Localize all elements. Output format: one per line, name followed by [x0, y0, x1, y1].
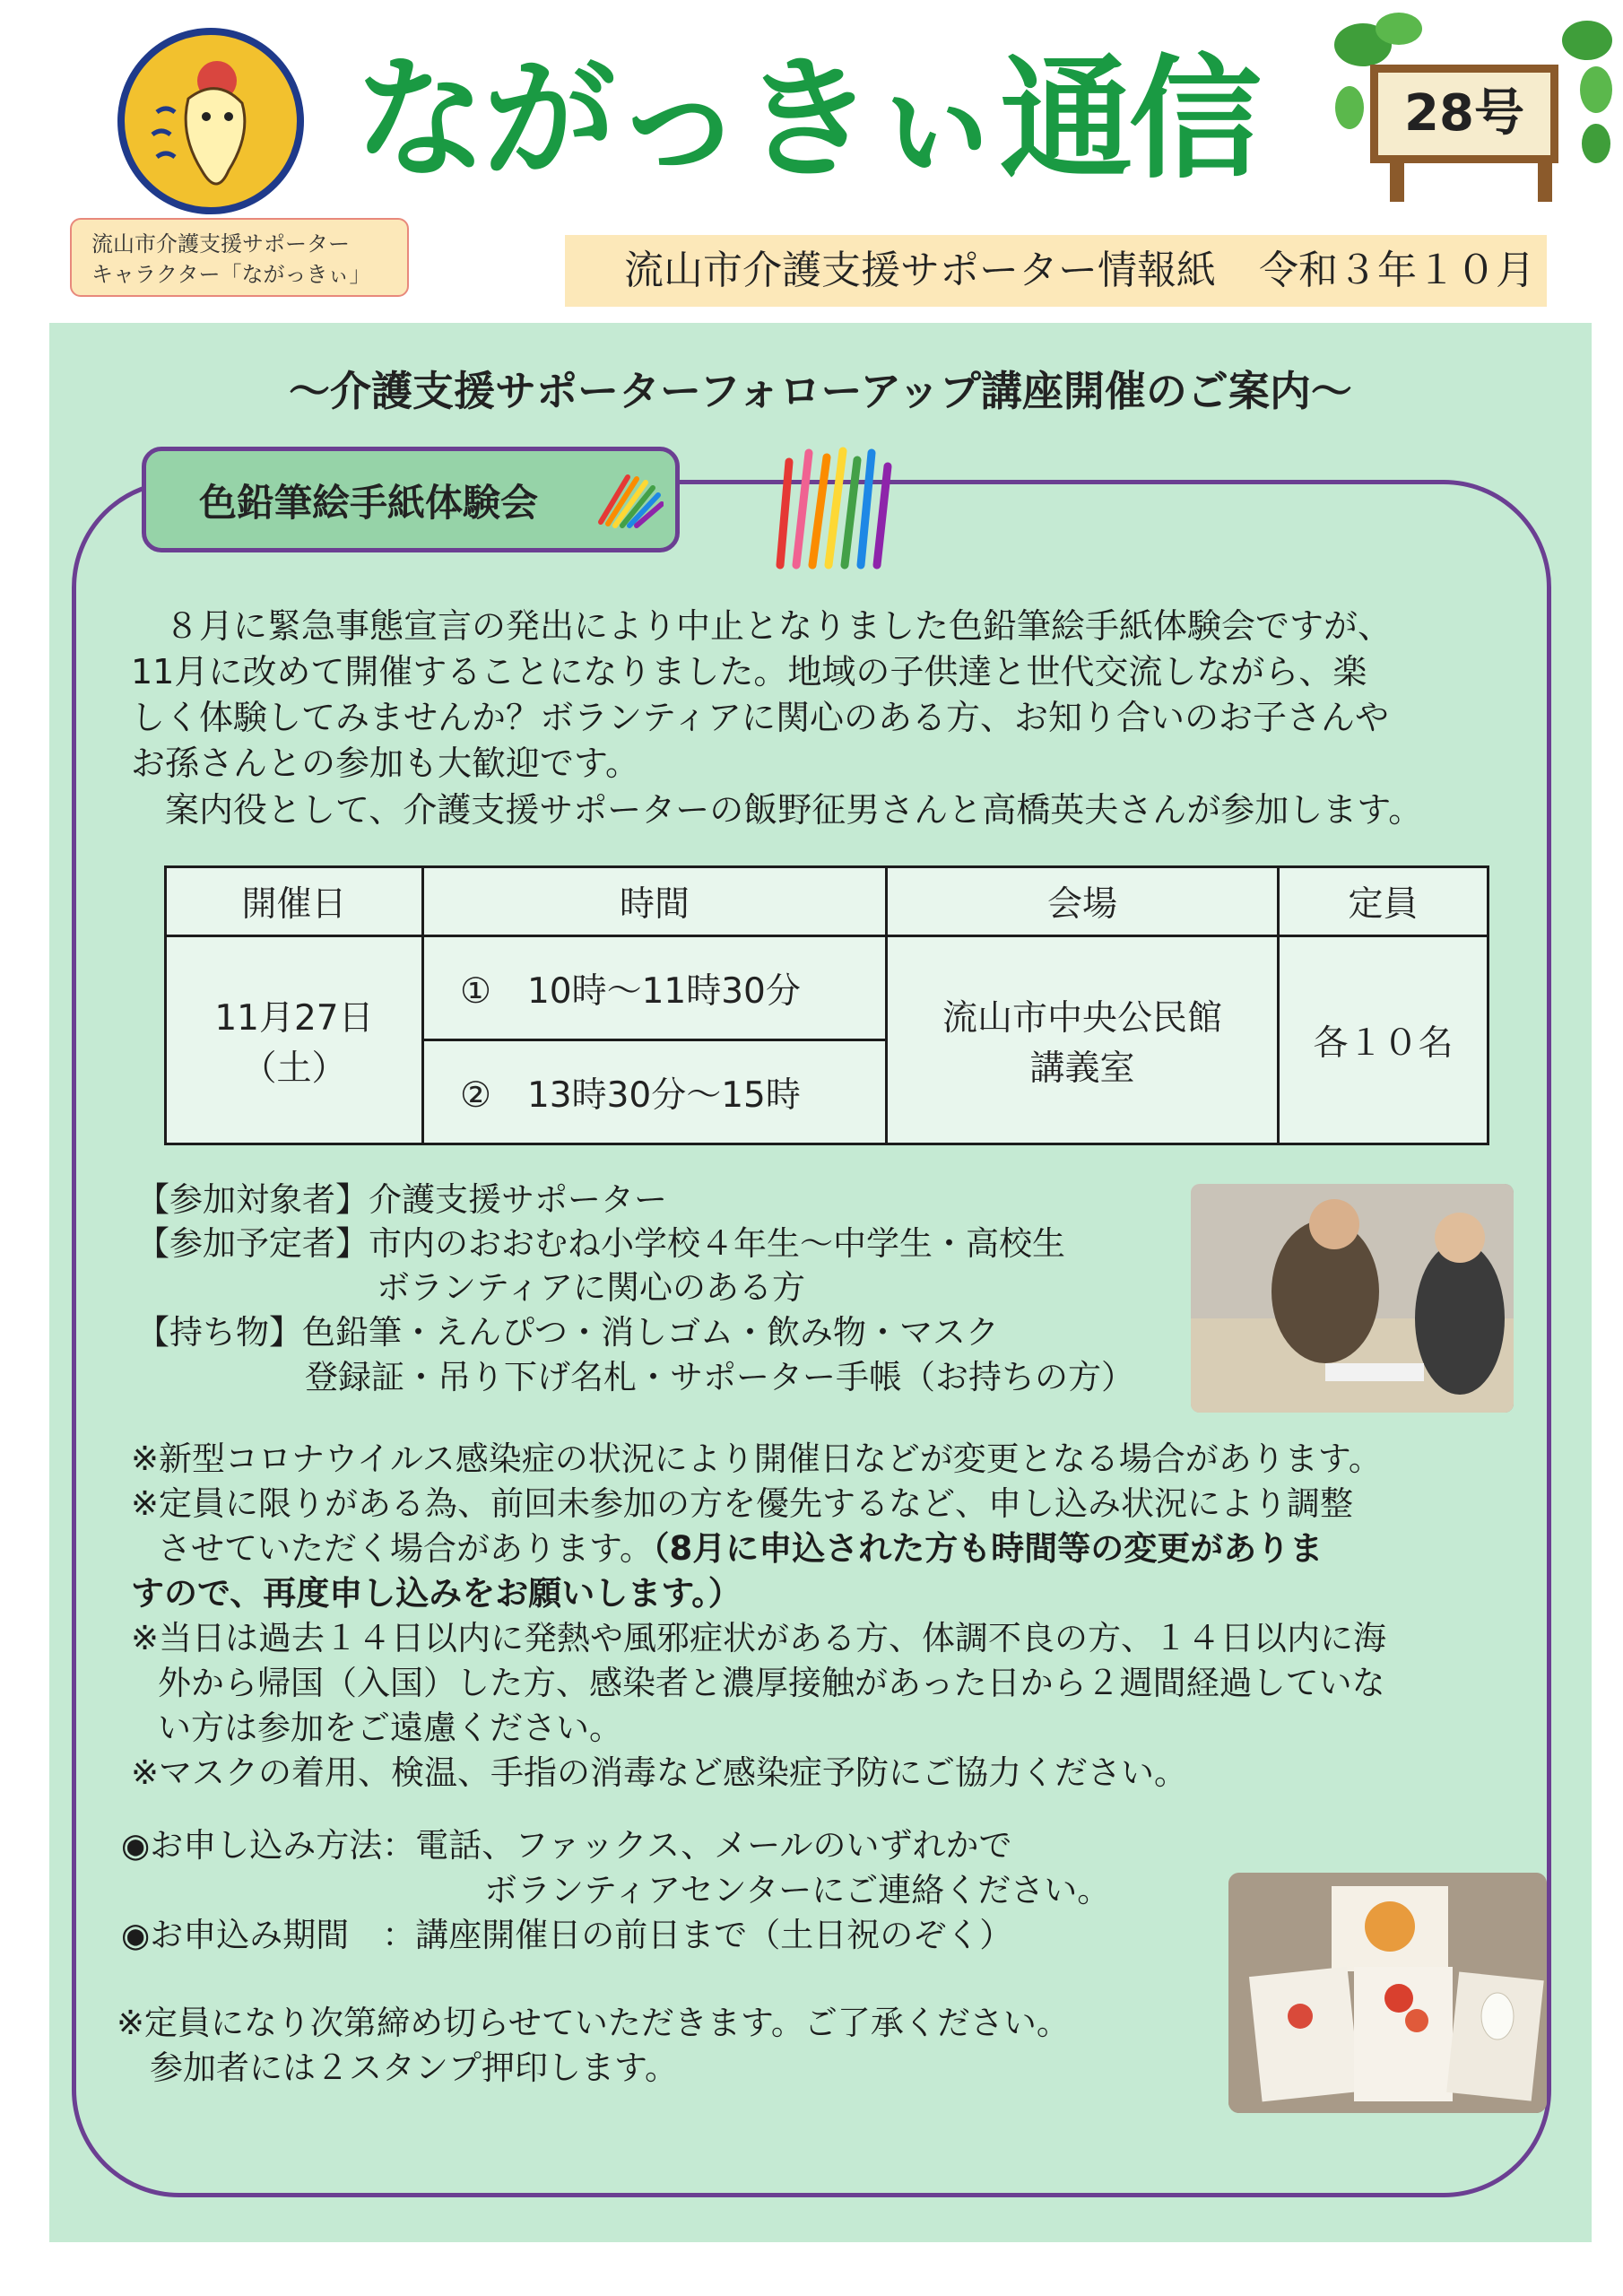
intro-line-4: お孫さんとの参加も大歓迎です。: [131, 744, 639, 783]
header-capacity: 定員: [1279, 867, 1488, 936]
cell-slot-2: [423, 1040, 887, 1144]
header-date: 開催日: [166, 867, 423, 936]
issue-number: 28号: [1370, 65, 1558, 163]
items-row: [136, 1311, 999, 1354]
colored-pencils-icon: [592, 466, 664, 529]
note-2-line-3-lead: す: [131, 1574, 164, 1613]
closing-line-2: 参加者には２スタンプ押印します。: [117, 2048, 679, 2087]
items-value-2: 登録証・吊り下げ名札・サポーター手帳（お持ちの方）: [305, 1358, 1134, 1396]
note-2-line-2-regular: させていただく場合があります。: [158, 1529, 654, 1568]
expected-value-1: 市内のおおむね小学校４年生～中学生・高校生: [369, 1224, 1065, 1263]
postcard-artwork-photo: [1228, 1873, 1547, 2113]
note-3-line-1: ※当日は過去１４日以内に発熱や風邪症状がある方、体調不良の方、１４日以内に海: [131, 1619, 1386, 1657]
items-value-1: 色鉛筆・えんぴつ・消しゴム・飲み物・マスク: [302, 1313, 999, 1352]
application-method-2: ボランティアセンターにご連絡ください。: [484, 1871, 1111, 1909]
banner-date: 令和３年１０月: [1259, 248, 1535, 293]
note-3-line-3: い方は参加をご遠慮ください。: [158, 1709, 622, 1747]
publication-banner: [565, 235, 1547, 307]
character-note: [70, 218, 409, 297]
venue-room: 講義室: [1029, 1048, 1135, 1089]
intro-line-5: 案内役として、介護支援サポーターの飯野征男さんと高橋英夫さんが参加します。: [131, 790, 1423, 830]
character-note-line-2: キャラクター「ながっきぃ」: [91, 262, 371, 287]
expected-label: 【参加予定者】: [136, 1224, 369, 1263]
cell-slot-1: [423, 936, 887, 1040]
note-2-line-3: [131, 1572, 742, 1615]
note-4: ※マスクの着用、検温、手指の消毒など感染症予防にご協力ください。: [131, 1753, 1187, 1792]
note-2-line-2-bold: （8月に申込された方も時間等の変更がありま: [653, 1529, 1324, 1568]
cell-date: [166, 936, 423, 1144]
date-weekday: （土）: [241, 1048, 347, 1089]
headline: ～介護支援サポーターフォローアップ講座開催のご案内～: [289, 367, 1352, 415]
venue-name: 流山市中央公民館: [942, 997, 1222, 1039]
character-note-line-1: 流山市介護支援サポーター: [91, 231, 350, 257]
target-value: 介護支援サポーター: [369, 1180, 667, 1219]
items-label: 【持ち物】: [136, 1313, 302, 1352]
expected-row: [136, 1222, 1065, 1265]
intro-line-1: ８月に緊急事態宣言の発出により中止となりました色鉛筆絵手紙体験会ですが、: [131, 606, 1393, 646]
pencil-bundle-icon: [762, 444, 897, 570]
workshop-photo: [1191, 1184, 1514, 1413]
note-3-line-2: 外から帰国（入国）した方、感染者と濃厚接触があった日から２週間経過していな: [158, 1664, 1385, 1702]
header-venue: 会場: [887, 867, 1279, 936]
header-time: 時間: [423, 867, 887, 936]
schedule-table: [164, 865, 1489, 1145]
slot-1-time: 10時～11時30分: [526, 970, 801, 1012]
intro-line-3: しく体験してみませんか？ボランティアに関心のある方、お知り合いのお子さんや: [131, 698, 1389, 737]
slot-1-number: ①: [460, 970, 491, 1012]
target-row: [136, 1178, 667, 1222]
application-period-row: [121, 1914, 1012, 1957]
slot-2-number: ②: [460, 1074, 491, 1116]
expected-value-2: ボランティアに関心のある方: [377, 1268, 806, 1307]
target-label: 【参加対象者】: [136, 1180, 369, 1219]
application-method-row: [121, 1824, 1012, 1867]
application-method-1: 電話、ファックス、メールのいずれかで: [415, 1826, 1012, 1865]
application-period-label: ◉お申込み期間 ：: [121, 1916, 416, 1954]
application-period-value: 講座開催日の前日まで（土日祝のぞく）: [415, 1916, 1013, 1954]
slot-2-time: 13時30分～15時: [526, 1074, 801, 1116]
closing-line-1: ※定員になり次第締め切らせていただきます。ご了承ください。: [117, 2004, 1070, 2042]
date-value: 11月27日: [214, 997, 374, 1039]
section-label: 色鉛筆絵手紙体験会: [199, 481, 539, 525]
cell-capacity: 各１０名: [1279, 936, 1488, 1144]
intro-line-2: 11月に改めて開催することになりました。地域の子供達と世代交流しながら、楽: [131, 652, 1367, 691]
note-2-line-3-bold: ので、再度申し込みをお願いします。）: [164, 1574, 742, 1613]
newsletter-title: ながっきぃ通信: [354, 42, 1258, 196]
cell-venue: [887, 936, 1279, 1144]
banner-publication-name: 流山市介護支援サポーター情報紙: [624, 248, 1216, 293]
note-2-line-2: [158, 1527, 1323, 1570]
mascot-logo: [117, 27, 305, 215]
note-2-line-1: ※定員に限りがある為、前回未参加の方を優先するなど、申し込み状況により調整: [131, 1484, 1353, 1523]
note-1: ※新型コロナウイルス感染症の状況により開催日などが変更となる場合があります。: [131, 1439, 1382, 1478]
application-method-label: ◉お申し込み方法：: [121, 1826, 416, 1865]
